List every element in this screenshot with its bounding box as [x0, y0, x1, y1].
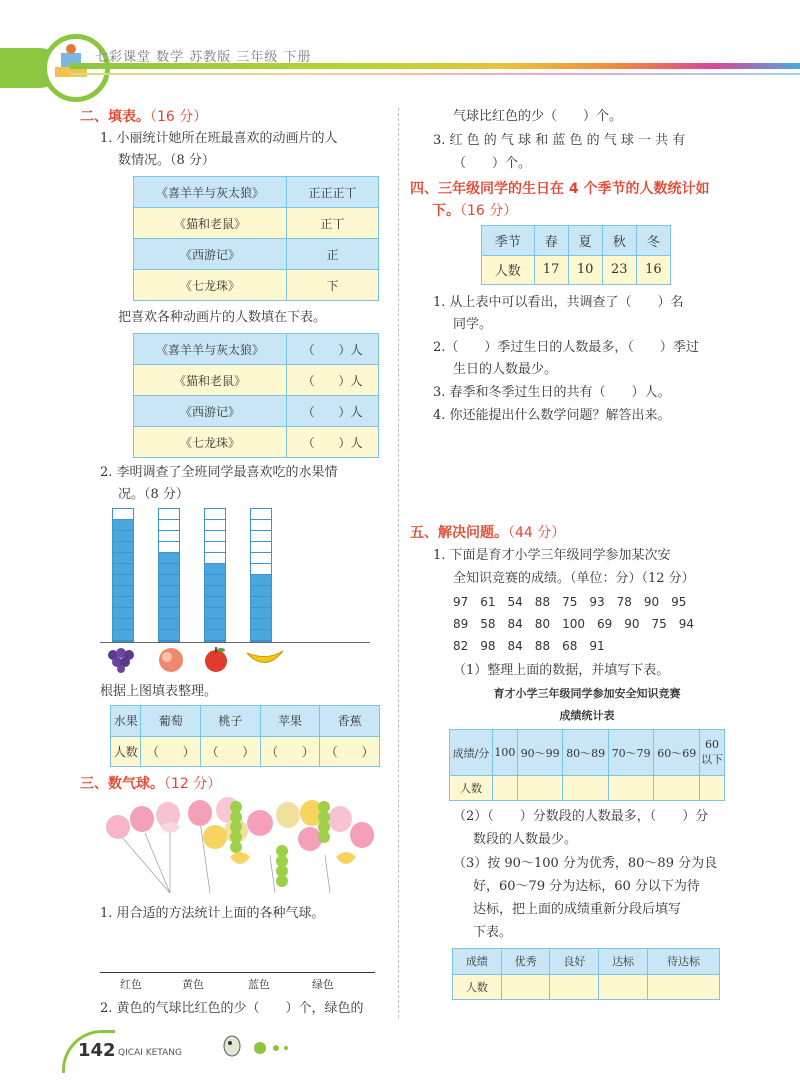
bar-cell: [113, 608, 133, 619]
fruit-bar-peach: [158, 508, 180, 642]
table-header: 优秀: [501, 949, 550, 975]
table-cell: 23: [602, 255, 636, 285]
answer-cell[interactable]: [550, 974, 599, 1000]
color-label: 绿色: [312, 978, 334, 991]
tally-cell: 正正正丅: [287, 177, 379, 208]
scores-row: 97 61 54 88 75 93 78 90 95: [453, 595, 687, 609]
bar-cell: [159, 586, 179, 597]
grapes-icon: [105, 645, 139, 673]
bar-cell: [205, 542, 225, 553]
answer-blank[interactable]: （ ）: [320, 736, 380, 767]
sec5-sub3-line1: （3）按 90～100 分为优秀，80～89 分为良: [453, 856, 718, 871]
color-label: 红色: [120, 978, 142, 991]
table-header: 成绩/分: [450, 730, 493, 776]
table-row-label: 人数: [450, 776, 493, 801]
sec4-q4: 4. 你还能提出什么数学问题？解答出来。: [433, 408, 671, 423]
bar-cell: [159, 575, 179, 586]
apple-icon: [202, 645, 230, 673]
answer-cell[interactable]: [700, 776, 725, 801]
bar-cell: [251, 509, 271, 520]
table-header: 季节: [482, 226, 535, 256]
grade-level-table: [452, 948, 720, 1000]
fruit-bar-chart: [100, 508, 370, 643]
bar-cell: [159, 597, 179, 608]
sec5-q1-line1: 1. 下面是育才小学三年级同学参加某次安: [433, 548, 671, 563]
color-label: 蓝色: [248, 978, 270, 991]
bar-cell: [113, 520, 133, 531]
table-header: 葡萄: [141, 706, 201, 737]
bar-cell: [205, 575, 225, 586]
fruit-bar-grapes: [112, 508, 134, 642]
bar-cell: [113, 509, 133, 520]
answer-blank[interactable]: （ ）: [260, 736, 320, 767]
cartoon-count-table: [133, 333, 379, 458]
table-header: 90～99: [517, 730, 563, 776]
section-4-title-line2: 下。（16 分）: [432, 203, 518, 219]
table-cell: 《喜羊羊与灰太狼》: [134, 177, 287, 208]
sec5-sub1: （1）整理上面的数据，并填写下表。: [453, 663, 670, 678]
bar-cell: [251, 597, 271, 608]
scores-row: 82 98 84 88 68 91: [453, 639, 605, 653]
section-5-title: 五、解决问题。（44 分）: [410, 525, 566, 541]
table-header: 水果: [111, 706, 141, 737]
sec5-sub2-line1: （2）（ ）分数段的人数最多，（ ）分: [453, 809, 709, 824]
bar-cell: [113, 586, 133, 597]
bar-cell: [113, 630, 133, 641]
answer-cell[interactable]: [492, 776, 517, 801]
table-cell: 10: [568, 255, 602, 285]
bar-cell: [113, 531, 133, 542]
tally-cell: 正丅: [287, 208, 379, 239]
table-cell: 《猫和老鼠》: [134, 208, 287, 239]
answer-blank[interactable]: （ ）人: [287, 396, 379, 427]
score-stat-table: [449, 729, 725, 801]
table-title-line1: 育才小学三年级同学参加安全知识竞赛: [493, 687, 681, 700]
table-header: 达标: [599, 949, 648, 975]
scores-row: 89 58 84 80 100 69 90 75 94: [453, 617, 695, 631]
table-header: 夏: [568, 226, 602, 256]
table-header: 60～69: [654, 730, 700, 776]
bar-cell: [113, 564, 133, 575]
answer-cell[interactable]: [608, 776, 654, 801]
tally-cell: 正: [287, 239, 379, 270]
column-divider: [398, 108, 399, 1018]
answer-cell[interactable]: [563, 776, 609, 801]
table-cell: 《七龙珠》: [134, 427, 287, 458]
sec2-fill-instruction: 把喜欢各种动画片的人数填在下表。: [118, 310, 327, 325]
sec2-q1-line1: 1. 小丽统计她所在班最喜欢的动画片的人: [100, 131, 338, 146]
table-header: 100: [492, 730, 517, 776]
bar-cell: [205, 520, 225, 531]
footer-mascot-icon: [220, 1032, 310, 1062]
sec3-q3-line2: （ ）个。: [453, 156, 532, 171]
answer-blank[interactable]: （ ）人: [287, 427, 379, 458]
table-header: 香蕉: [320, 706, 380, 737]
answer-cell[interactable]: [517, 776, 563, 801]
table-cell: 《西游记》: [134, 239, 287, 270]
bar-cell: [205, 608, 225, 619]
table-row-label: 人数: [453, 974, 502, 1000]
table-row-label: 人数: [482, 255, 535, 285]
table-title-line2: 成绩统计表: [559, 709, 615, 722]
table-header: 苹果: [260, 706, 320, 737]
balloons-icon: [100, 795, 380, 895]
bar-cell: [251, 531, 271, 542]
bar-cell: [113, 619, 133, 630]
table-cell: 16: [636, 255, 670, 285]
sec3-q3-line1: 3. 红 色 的 气 球 和 蓝 色 的 气 球 一 共 有: [433, 133, 686, 148]
bar-cell: [159, 630, 179, 641]
sec2-organize-text: 根据上图填表整理。: [100, 684, 218, 699]
bar-cell: [159, 520, 179, 531]
table-header: 待达标: [647, 949, 719, 975]
table-header: 良好: [550, 949, 599, 975]
bar-cell: [205, 531, 225, 542]
header-title: 七彩课堂 数学 苏教版 三年级 下册: [95, 50, 312, 65]
balloons-illustration: [100, 795, 380, 895]
sec5-sub3-line3: 达标，把上面的成绩重新分段后填写: [473, 902, 682, 917]
sec4-q3: 3. 春季和冬季过生日的共有（ ）人。: [433, 385, 671, 400]
bar-cell: [159, 608, 179, 619]
bar-cell: [251, 553, 271, 564]
bar-cell: [159, 531, 179, 542]
table-cell: 《喜羊羊与灰太狼》: [134, 334, 287, 365]
table-header: 成绩: [453, 949, 502, 975]
sec4-q2-line1: 2.（ ）季过生日的人数最多，（ ）季过: [433, 340, 699, 355]
bar-cell: [205, 564, 225, 575]
answer-blank[interactable]: （ ）: [201, 736, 261, 767]
bar-cell: [251, 542, 271, 553]
answer-cell[interactable]: [647, 974, 719, 1000]
sec2-q1-line2: 数情况。（8 分）: [118, 153, 215, 168]
bar-cell: [205, 597, 225, 608]
sec5-q1-line2: 全知识竞赛的成绩。（单位：分）（12 分）: [453, 571, 695, 586]
bar-cell: [205, 509, 225, 520]
sec4-q1-line2: 同学。: [453, 317, 493, 332]
banana-icon: [245, 647, 285, 669]
table-header: 春: [534, 226, 568, 256]
bar-cell: [251, 564, 271, 575]
answer-cell[interactable]: [599, 974, 648, 1000]
tally-underline: [100, 972, 375, 973]
bar-cell: [205, 586, 225, 597]
table-header: 60以下: [700, 730, 725, 776]
table-cell: 《猫和老鼠》: [134, 365, 287, 396]
answer-blank[interactable]: （ ）人: [287, 365, 379, 396]
fruit-icons: [105, 645, 305, 675]
table-cell: 17: [534, 255, 568, 285]
bar-cell: [159, 509, 179, 520]
table-cell: 《七龙珠》: [134, 270, 287, 301]
answer-blank[interactable]: （ ）人: [287, 334, 379, 365]
peach-icon: [157, 645, 185, 673]
answer-cell[interactable]: [654, 776, 700, 801]
bar-cell: [205, 619, 225, 630]
bar-cell: [205, 553, 225, 564]
baseline: [100, 642, 370, 643]
section-2-title: 二、填表。（16 分）: [80, 109, 208, 125]
section-4-title-line1: 四、三年级同学的生日在 4 个季节的人数统计如: [410, 181, 710, 197]
answer-cell[interactable]: [501, 974, 550, 1000]
table-header: 80～89: [563, 730, 609, 776]
cartoon-tally-table: [133, 176, 379, 301]
bar-cell: [251, 586, 271, 597]
table-header: 秋: [602, 226, 636, 256]
season-birthday-table: [481, 225, 671, 285]
header-rainbow-bar-thin: [70, 73, 800, 75]
bar-cell: [113, 553, 133, 564]
bar-cell: [159, 564, 179, 575]
table-row-label: 人数: [111, 736, 141, 767]
sec4-q2-line2: 生日的人数最少。: [453, 362, 558, 377]
table-header: 桃子: [201, 706, 261, 737]
bar-cell: [251, 630, 271, 641]
bar-cell: [251, 520, 271, 531]
fruit-bar-apple: [204, 508, 226, 642]
table-header: 冬: [636, 226, 670, 256]
fruit-bar-banana: [250, 508, 272, 642]
sec5-sub2-line2: 数段的人数最少。: [473, 832, 578, 847]
bar-cell: [113, 575, 133, 586]
sec5-sub3-line4: 下表。: [473, 925, 513, 940]
bar-cell: [159, 619, 179, 630]
section-3-title: 三、数气球。（12 分）: [80, 776, 222, 792]
bar-cell: [251, 575, 271, 586]
bar-cell: [159, 542, 179, 553]
sec5-sub3-line2: 好，60～79 分为达标，60 分以下为待: [473, 879, 700, 894]
bar-cell: [113, 597, 133, 608]
bar-cell: [113, 542, 133, 553]
fruit-count-table: [110, 705, 380, 767]
color-label: 黄色: [182, 978, 204, 991]
page-number: 142: [78, 1040, 116, 1061]
sec3-q2-line2: 气球比红色的少（ ）个。: [453, 109, 623, 124]
footer-brand: QICAI KETANG: [118, 1048, 182, 1058]
table-cell: 《西游记》: [134, 396, 287, 427]
bar-cell: [251, 619, 271, 630]
table-header: 70～79: [608, 730, 654, 776]
sec3-q1: 1. 用合适的方法统计上面的各种气球。: [100, 906, 325, 921]
bar-cell: [205, 630, 225, 641]
bar-cell: [159, 553, 179, 564]
bar-cell: [251, 608, 271, 619]
sec2-q2-line2: 况。（8 分）: [118, 487, 189, 502]
sec4-q1-line1: 1. 从上表中可以看出，共调查了（ ）名: [433, 295, 684, 310]
tally-cell: 下: [287, 270, 379, 301]
answer-blank[interactable]: （ ）: [141, 736, 201, 767]
sec2-q2-line1: 2. 李明调查了全班同学最喜欢吃的水果情: [100, 465, 338, 480]
sec3-q2-line1: 2. 黄色的气球比红色的少（ ）个，绿色的: [100, 1001, 364, 1016]
